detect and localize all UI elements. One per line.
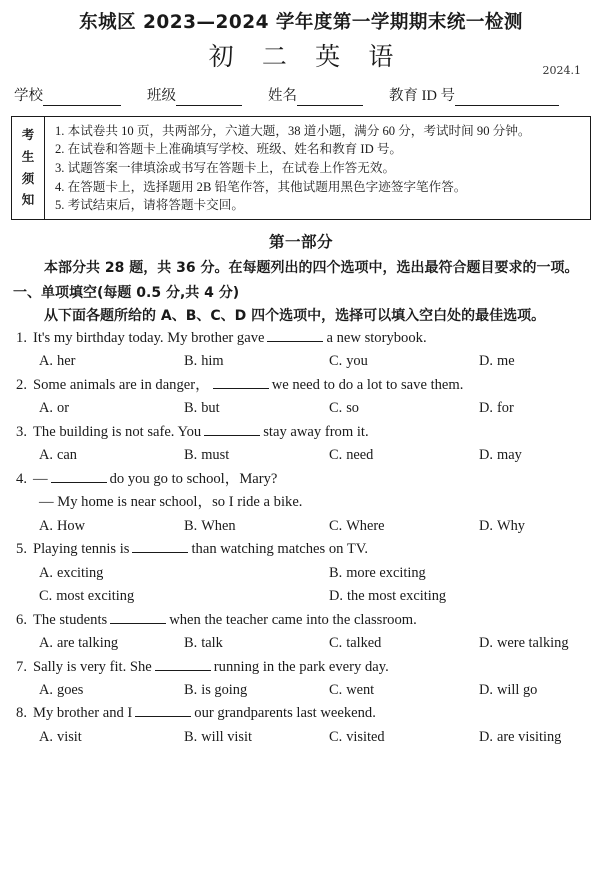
option-letter: D. <box>479 353 493 370</box>
option-text: most exciting <box>56 588 135 605</box>
stem-after: a new storybook. <box>326 329 427 346</box>
option-text: When <box>201 517 236 534</box>
question-stem <box>13 609 591 633</box>
question-stem <box>13 468 591 492</box>
notice-item: 4. 在答题卡上，选择题用 2B 铅笔作答，其他试题用黑色字迹签字笔作答。 <box>55 179 467 194</box>
option-letter: B. <box>184 517 198 534</box>
question-5 <box>13 538 591 608</box>
option-letter: C. <box>329 682 343 699</box>
option-c[interactable] <box>39 585 329 608</box>
question-6 <box>13 609 591 656</box>
page-title: 东城区 2023—2024 学年度第一学期期末统一检测 <box>79 12 523 33</box>
option-c[interactable] <box>329 632 479 655</box>
option-letter: B. <box>184 353 198 370</box>
option-letter: B. <box>329 564 343 581</box>
option-text: went <box>346 682 375 699</box>
option-letter: D. <box>479 635 493 652</box>
stem-before: — <box>33 470 48 487</box>
answer-blank[interactable] <box>135 704 191 717</box>
notice-item: 5. 考试结束后，请将答题卡交回。 <box>55 198 244 213</box>
question-text <box>33 656 591 680</box>
part-description: 本部分共 28 题，共 36 分。在每题列出的四个选项中，选出最符合题目要求的一项。 <box>44 260 579 277</box>
option-letter: C. <box>329 729 343 746</box>
question-number: 3. <box>16 423 27 440</box>
option-c[interactable] <box>329 515 479 538</box>
option-a[interactable] <box>39 562 329 585</box>
option-b[interactable] <box>184 350 329 373</box>
stem-after: running in the park every day. <box>213 658 389 675</box>
option-d[interactable] <box>479 679 591 702</box>
option-text: Why <box>497 517 525 534</box>
option-b[interactable] <box>184 444 329 467</box>
stem-after: when the teacher came into the classroom. <box>169 611 417 628</box>
option-text: her <box>57 353 76 370</box>
option-d[interactable] <box>479 350 591 373</box>
name-field[interactable] <box>268 84 363 106</box>
answer-blank[interactable] <box>204 423 260 436</box>
option-a[interactable] <box>39 444 184 467</box>
question-stem <box>13 538 591 562</box>
option-letter: D. <box>329 588 343 605</box>
class-label: 班级 <box>147 88 176 105</box>
option-text: talk <box>201 635 223 652</box>
option-text: may <box>497 447 522 464</box>
option-text: or <box>57 400 69 417</box>
section-heading-multiple-choice: 一、单项填空(每题 0.5 分,共 4 分) <box>13 284 240 301</box>
option-row <box>13 679 591 702</box>
answer-blank[interactable] <box>110 611 166 624</box>
stem-after: our grandparents last weekend. <box>194 705 376 722</box>
notice-title-vertical <box>12 117 45 219</box>
student-info-line <box>11 84 591 106</box>
option-d[interactable] <box>479 515 591 538</box>
question-text <box>33 609 591 633</box>
option-letter: B. <box>184 400 198 417</box>
option-text: How <box>57 517 85 534</box>
option-row <box>13 515 591 538</box>
option-letter: D. <box>479 682 493 699</box>
subject-title: 初 二 英 语 <box>208 44 405 72</box>
question-text <box>33 468 591 492</box>
school-label: 学校 <box>14 88 43 105</box>
notice-title-char-2: 生 <box>21 148 35 164</box>
question-number: 2. <box>16 376 27 393</box>
option-letter: B. <box>184 635 198 652</box>
question-stem <box>13 374 591 398</box>
option-b[interactable] <box>184 397 329 420</box>
option-text: must <box>201 447 230 464</box>
question-number: 8. <box>16 705 27 722</box>
option-letter: A. <box>39 682 53 699</box>
option-a[interactable] <box>39 679 184 702</box>
option-row <box>13 397 591 420</box>
option-a[interactable] <box>39 515 184 538</box>
option-b[interactable] <box>184 515 329 538</box>
option-text: will go <box>497 682 538 699</box>
option-c[interactable] <box>329 397 479 420</box>
class-field[interactable] <box>147 84 242 106</box>
option-letter: A. <box>39 729 53 746</box>
question-number: 6. <box>16 611 27 628</box>
section-instruction: 从下面各题所给的 A、B、C、D 四个选项中，选择可以填入空白处的最佳选项。 <box>44 307 546 324</box>
option-text: need <box>346 447 374 464</box>
stem-before: Playing tennis is <box>33 541 130 558</box>
option-c[interactable] <box>329 679 479 702</box>
question-8 <box>13 702 591 749</box>
option-row <box>13 562 591 585</box>
option-c[interactable] <box>329 444 479 467</box>
option-letter: C. <box>329 517 343 534</box>
option-d[interactable] <box>329 585 602 608</box>
option-letter: C. <box>329 400 343 417</box>
option-text: visited <box>346 729 385 746</box>
question-7 <box>13 656 591 703</box>
question-4 <box>13 468 591 539</box>
option-text: more exciting <box>346 564 426 581</box>
part-heading: 第一部分 <box>268 233 333 252</box>
option-a[interactable] <box>39 397 184 420</box>
answer-blank[interactable] <box>267 329 323 342</box>
option-letter: A. <box>39 564 53 581</box>
option-row <box>13 350 591 373</box>
notice-title-char-4: 知 <box>21 192 35 208</box>
exam-date: 2024.1 <box>542 64 581 78</box>
option-letter: D. <box>479 517 493 534</box>
option-c[interactable] <box>329 726 479 749</box>
option-text: can <box>57 447 77 464</box>
option-letter: C. <box>39 588 53 605</box>
option-letter: D. <box>479 400 493 417</box>
option-letter: B. <box>184 729 198 746</box>
question-list <box>11 327 591 750</box>
name-input-rule[interactable] <box>297 92 363 106</box>
option-text: the most exciting <box>347 588 447 605</box>
education-id-input-rule[interactable] <box>455 92 559 106</box>
option-letter: A. <box>39 400 53 417</box>
candidate-notice-box <box>11 116 591 220</box>
stem-before: Sally is very fit. She <box>33 658 152 675</box>
name-label: 姓名 <box>268 88 297 105</box>
option-b[interactable] <box>184 679 329 702</box>
notice-item: 3. 试题答案一律填涂或书写在答题卡上，在试卷上作答无效。 <box>55 161 396 176</box>
notice-title-char-1: 考 <box>21 127 35 143</box>
subject-row <box>11 39 591 79</box>
question-text <box>33 702 591 726</box>
answer-blank[interactable] <box>155 658 211 671</box>
question-stem-line-2: — My home is near school，so I ride a bike. <box>39 494 303 511</box>
option-letter: D. <box>479 447 493 464</box>
option-letter: A. <box>39 353 53 370</box>
stem-after: we need to do a lot to save them. <box>271 376 464 393</box>
option-letter: B. <box>184 682 198 699</box>
option-b[interactable] <box>184 726 329 749</box>
option-text: so <box>346 400 359 417</box>
stem-before: The students <box>33 611 108 628</box>
question-number: 7. <box>16 658 27 675</box>
stem-before: It's my birthday today. My brother gave <box>33 329 265 346</box>
option-text: me <box>497 353 515 370</box>
question-stem <box>13 656 591 680</box>
option-text: for <box>497 400 514 417</box>
class-input-rule[interactable] <box>176 92 242 106</box>
answer-blank[interactable] <box>51 470 107 483</box>
question-text <box>33 421 591 445</box>
question-number: 4. <box>16 470 27 487</box>
question-text <box>33 374 591 398</box>
option-letter: A. <box>39 447 53 464</box>
question-stem <box>13 421 591 445</box>
education-id-label: 教育 ID 号 <box>389 88 456 105</box>
notice-item-list <box>45 117 590 219</box>
question-3 <box>13 421 591 468</box>
stem-before: My brother and I <box>33 705 133 722</box>
option-letter: D. <box>479 729 493 746</box>
option-letter: A. <box>39 635 53 652</box>
option-text: exciting <box>57 564 104 581</box>
option-row <box>13 444 591 467</box>
option-letter: B. <box>184 447 198 464</box>
stem-after: do you go to school，Mary? <box>109 470 278 487</box>
option-text: were talking <box>497 635 569 652</box>
option-text: you <box>346 353 368 370</box>
school-input-rule[interactable] <box>43 92 121 106</box>
option-text: goes <box>57 682 84 699</box>
option-text: is going <box>201 682 248 699</box>
answer-blank[interactable] <box>132 540 188 553</box>
school-field[interactable] <box>14 84 121 106</box>
option-row <box>13 726 591 749</box>
notice-title-char-3: 须 <box>21 170 35 186</box>
option-text: but <box>201 400 220 417</box>
question-stem <box>13 327 591 351</box>
option-text: will visit <box>201 729 252 746</box>
option-row <box>13 585 591 608</box>
option-letter: C. <box>329 447 343 464</box>
option-letter: C. <box>329 353 343 370</box>
question-2 <box>13 374 591 421</box>
notice-item: 2. 在试卷和答题卡上准确填写学校、班级、姓名和教育 ID 号。 <box>55 142 403 157</box>
question-text <box>33 327 591 351</box>
option-b[interactable] <box>184 632 329 655</box>
option-d[interactable] <box>479 397 591 420</box>
answer-blank[interactable] <box>213 376 269 389</box>
question-stem <box>13 702 591 726</box>
option-text: visit <box>57 729 82 746</box>
question-text <box>33 538 591 562</box>
notice-item: 1. 本试卷共 10 页，共两部分，六道大题，38 道小题，满分 60 分，考试时间 90 分钟。 <box>55 123 531 138</box>
option-letter: A. <box>39 517 53 534</box>
education-id-field[interactable] <box>389 84 559 106</box>
option-text: are visiting <box>497 729 562 746</box>
option-a[interactable] <box>39 350 184 373</box>
option-b[interactable] <box>329 562 602 585</box>
option-text: him <box>201 353 224 370</box>
option-d[interactable] <box>479 632 591 655</box>
option-c[interactable] <box>329 350 479 373</box>
question-1 <box>13 327 591 374</box>
option-text: talked <box>346 635 382 652</box>
question-number: 5. <box>16 541 27 558</box>
option-letter: C. <box>329 635 343 652</box>
option-text: Where <box>346 517 385 534</box>
stem-before: Some animals are in danger， <box>33 376 210 393</box>
stem-before: The building is not safe. You <box>33 423 202 440</box>
option-row <box>13 632 591 655</box>
stem-after: stay away from it. <box>263 423 369 440</box>
option-d[interactable] <box>479 726 591 749</box>
option-d[interactable] <box>479 444 591 467</box>
stem-after: than watching matches on TV. <box>191 541 369 558</box>
question-number: 1. <box>16 329 27 346</box>
option-a[interactable] <box>39 726 184 749</box>
option-a[interactable] <box>39 632 184 655</box>
option-text: are talking <box>57 635 119 652</box>
